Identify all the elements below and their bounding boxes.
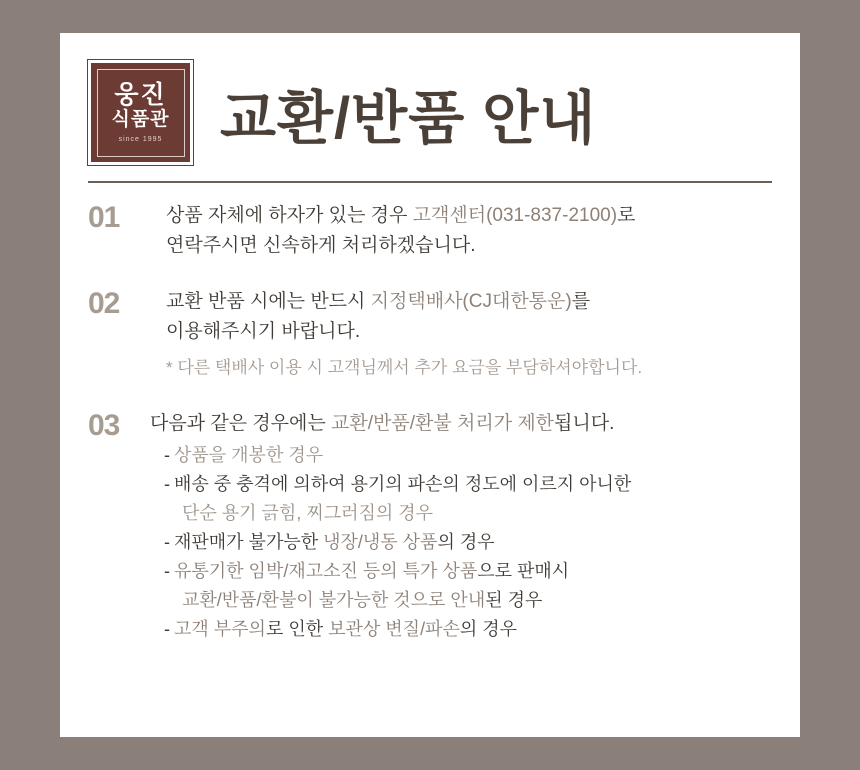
bullet-item: [164, 615, 780, 644]
bullet-dash: -: [164, 474, 170, 494]
item-text-tail: 로: [617, 205, 636, 226]
bullet-text: 상품을 개봉한 경우: [174, 445, 324, 465]
bullet-highlight-2: 보관상 변질/파손: [328, 619, 460, 639]
bullet-item: [164, 470, 780, 499]
card-header: [60, 33, 800, 173]
bullet-text: 로 인한: [265, 619, 329, 639]
bullet-item: [164, 557, 780, 586]
item-highlight: 지정택배사(CJ대한통운): [370, 291, 572, 312]
page-title: 교환/반품 안내: [220, 86, 597, 151]
bullet-dash: -: [164, 619, 170, 639]
notice-list: [60, 201, 800, 670]
item-text: 상품 자체에 하자가 있는 경우: [166, 205, 413, 226]
bullet-item: [164, 528, 780, 557]
bullet-dash: -: [164, 532, 170, 552]
item-line: [150, 409, 780, 439]
header-divider: [88, 181, 772, 183]
bullet-item: [164, 441, 780, 470]
brand-logo-frame: [97, 69, 185, 157]
bullet-text: 배송 중 충격에 의하여 용기의 파손의 정도에 이르지 아니한: [174, 474, 632, 494]
bullet-continuation: 단순 용기 긁힘, 찌그러짐의 경우: [182, 503, 434, 523]
item-highlight: 교환/반품/환불 처리가 제한: [331, 413, 555, 434]
list-item: [60, 287, 800, 383]
bullet-dash: -: [164, 445, 170, 465]
brand-logo-since: since 1995: [118, 136, 163, 143]
item-body: [166, 287, 800, 383]
bullet-text-tail: 된 경우: [485, 590, 543, 610]
bullet-text-tail: 의 경우: [459, 619, 518, 639]
item-number: 01: [88, 201, 120, 234]
item-line: 이용해주시기 바랍니다.: [166, 321, 361, 342]
item-number: 03: [88, 409, 120, 442]
list-item: [60, 409, 800, 644]
item-text-tail: 됩니다.: [554, 413, 615, 434]
item-body: [166, 201, 800, 261]
item-line: 연락주시면 신속하게 처리하겠습니다.: [166, 235, 476, 256]
bullet-highlight: 유통기한 임박/재고소진 등의 특가 상품: [174, 561, 478, 581]
item-text: 교환 반품 시에는 반드시: [166, 291, 371, 312]
item-note: * 다른 택배사 이용 시 고객님께서 추가 요금을 부담하셔야합니다.: [166, 358, 643, 377]
item-line: [166, 287, 780, 317]
brand-logo-line1: 웅진: [114, 81, 167, 109]
notice-card: [60, 33, 800, 737]
brand-logo: [88, 60, 193, 165]
bullet-text-tail: 으로 판매시: [477, 561, 570, 581]
bullet-highlight: 고객 부주의: [174, 619, 266, 639]
bullet-text-tail: 의 경우: [437, 532, 495, 552]
brand-logo-line2: 식품관: [111, 109, 170, 131]
item-line: [166, 201, 780, 231]
bullet-continuation: [182, 586, 780, 615]
bullet-highlight: 냉장/냉동 상품: [323, 532, 438, 552]
item-highlight: 고객센터(031-837-2100): [412, 205, 618, 226]
item-text-tail: 를: [571, 291, 591, 312]
item-number: 02: [88, 287, 120, 320]
bullet-text: 재판매가 불가능한: [174, 532, 324, 552]
item-text: 다음과 같은 경우에는: [150, 413, 332, 434]
list-item: [60, 201, 800, 261]
bullet-highlight: 교환/반품/환불이 불가능한 것으로 안내: [182, 590, 486, 610]
bullet-dash: -: [164, 561, 170, 581]
item-body: [150, 409, 800, 644]
